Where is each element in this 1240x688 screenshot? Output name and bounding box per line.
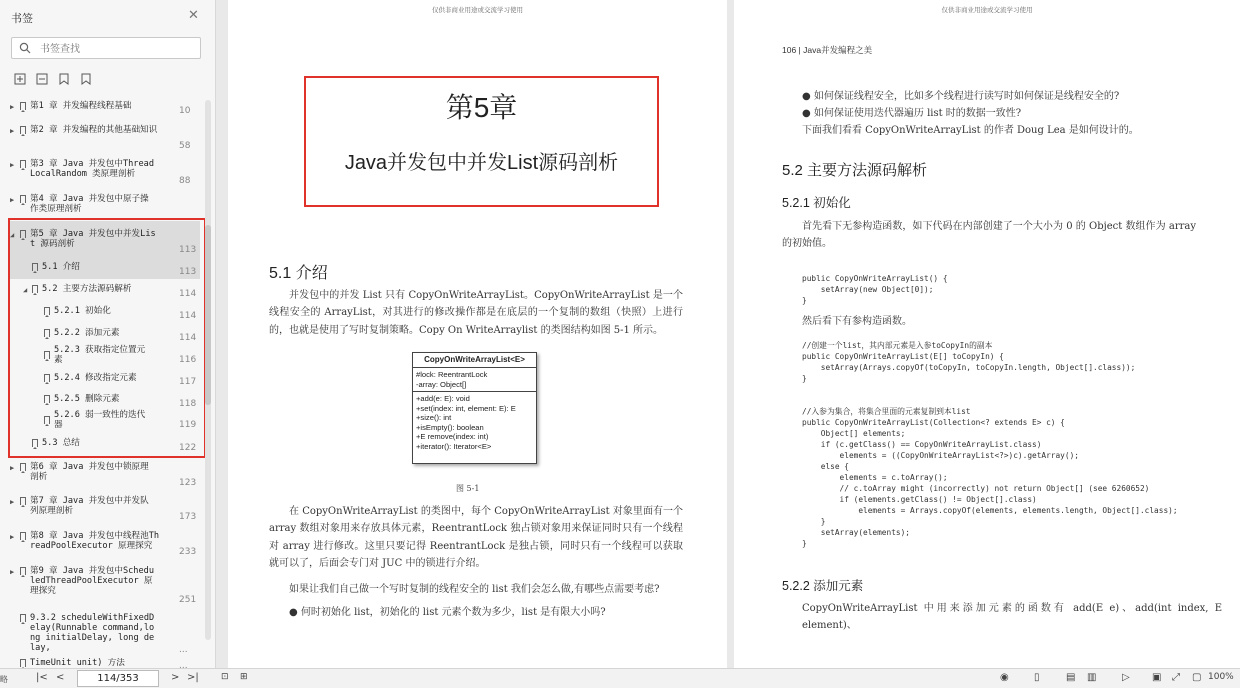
panel-title: 书签 xyxy=(11,12,33,25)
chapter-title: Java并发包中并发List源码剖析 xyxy=(344,152,619,174)
chapter-number: 第5章 xyxy=(445,92,518,123)
page-watermark-header: 仅供非商业用途或交流学习使用 xyxy=(432,6,523,14)
paragraph: CopyOnWriteArrayList 中用来添加元素的函数有 add(E e)、add(int index, E element)、 xyxy=(802,603,1222,632)
page-watermark-header: 仅供非商业用途或交流学习使用 xyxy=(941,6,1033,14)
bullet-dot-icon: ● xyxy=(289,607,301,618)
bookmark-item[interactable]: ▶ 第8 章 Java 并发包中线程池ThreadPoolExecutor 原理探究 233 xyxy=(10,531,197,557)
bookmark-item[interactable]: ▶ 第3 章 Java 并发包中ThreadLocalRandom 类原理剖析 88 xyxy=(10,159,191,186)
bookmark-item[interactable]: ▶ 第1 章 并发编程线程基础 10 xyxy=(10,101,191,116)
two-page-view-icon[interactable]: ▥ xyxy=(1087,672,1097,683)
bookmark-item[interactable]: ▶ 第6 章 Java 并发包中锁原理剖析 123 xyxy=(10,462,197,488)
expand-all-icon[interactable] xyxy=(14,70,26,82)
document-page-left xyxy=(228,0,727,668)
fit-width-icon[interactable]: ⊞ xyxy=(240,672,248,682)
sidebar-scroll-thumb[interactable] xyxy=(205,225,211,405)
bookmark-item[interactable]: 5.2.1 初始化 114 xyxy=(0,306,204,320)
bookmark-item[interactable]: ◢ 5.2 主要方法源码解析 114 xyxy=(23,284,197,299)
bookmark-icon[interactable] xyxy=(80,70,92,82)
prev-page-button[interactable]: < xyxy=(56,672,65,683)
code-block: //创建一个list，其内部元素是入参toCopyIn的副本 public CopyOnWriteArrayList(E[] toCopyIn) { setArray(Arrays.copyOf(toCopyIn, toCopyIn.length, Object[].class)); } xyxy=(802,341,1136,383)
fit-screen-icon[interactable]: ⤢ xyxy=(1172,672,1180,683)
bookmark-item[interactable]: 5.2.5 删除元素 118 xyxy=(0,394,204,408)
class-diagram-title: CopyOnWriteArrayList<E> xyxy=(413,353,536,368)
last-page-button[interactable]: >| xyxy=(187,672,199,683)
close-icon[interactable]: ✕ xyxy=(188,8,199,23)
paragraph: 首先看下无参构造函数，如下代码在内部创建了一个大小为 0 的 Object 数组作为 array 的初始值。 xyxy=(782,221,1196,250)
bullet-dot-icon: ● xyxy=(802,91,814,102)
class-diagram xyxy=(412,352,537,464)
chapter5-highlight-box xyxy=(8,218,206,458)
next-page-button[interactable]: > xyxy=(171,672,180,683)
bullet-dot-icon: ● xyxy=(802,108,814,119)
paragraph: 然后看下有参构造函数。 xyxy=(802,316,912,327)
bookmark-item[interactable]: ▶ 第2 章 并发编程的其他基础知识 58 xyxy=(10,125,191,151)
status-left-label: 略 xyxy=(0,675,8,684)
bullet-item: ● 如何保证使用迭代器遍历 list 时的数据一致性? xyxy=(802,108,1022,119)
class-methods: +add(e: E): void +set(index: int, element: E): E +size(): int +isEmpty(): boolean +E remove(index: int) +iterator(): Iterator<E> xyxy=(416,394,516,451)
bookmark-item[interactable]: TimeUnit unit) 方法 ... xyxy=(0,658,204,668)
figure-caption: 图 5-1 xyxy=(456,484,480,493)
bullet-item: ● 如何保证线程安全，比如多个线程进行读写时如何保证是线程安全的? xyxy=(802,91,1120,102)
status-bar xyxy=(0,668,1240,688)
document-page-right xyxy=(734,0,1240,668)
first-page-button[interactable]: |< xyxy=(36,672,48,683)
bookmark-item[interactable]: ▶ 第4 章 Java 并发包中原子操作类原理剖析 xyxy=(10,194,149,214)
zoom-icon[interactable]: ▢ xyxy=(1192,672,1202,683)
eye-protection-icon[interactable]: ◉ xyxy=(1000,672,1009,683)
paragraph: 在 CopyOnWriteArrayList 的类图中，每个 CopyOnWriteArrayList 对象里面有一个 array 数组对象用来存放具体元素，ReentrantLock 独占锁对象用来保证同时只有一个线程对 array 进行修改。这里只要记得 ReentrantLock 是独占锁，同时只有一个线程可以获取就可以了，后面会专门对 JUC 中的锁进行介绍。 xyxy=(269,506,683,569)
bookmark-item-chapter5[interactable]: ◢ 第5 章 Java 并发包中并发List 源码剖析 113 xyxy=(10,229,197,255)
search-icon xyxy=(19,42,31,54)
paragraph: 下面我们看看 CopyOnWriteArrayList 的作者 Doug Lea 是如何设计的。 xyxy=(802,125,1139,136)
bookmark-item[interactable]: ▶ 第7 章 Java 并发包中并发队列原理剖析 173 xyxy=(10,496,197,522)
bookmark-item[interactable]: 5.2.3 获取指定位置元素 116 xyxy=(0,345,204,369)
bookmark-search-box[interactable] xyxy=(11,37,201,59)
play-icon[interactable]: ▷ xyxy=(1122,672,1130,683)
bookmark-search-input[interactable] xyxy=(38,40,202,58)
bookmark-item[interactable]: 9.3.2 scheduleWithFixedDelay(Runnable command,long initialDelay, long delay, ... xyxy=(0,613,204,653)
zoom-level[interactable]: 100% xyxy=(1208,672,1234,682)
page-number-field[interactable]: 114/353 xyxy=(77,670,159,687)
actual-size-icon[interactable]: ▣ xyxy=(1152,672,1162,683)
subsection-heading: 5.2.1 初始化 xyxy=(782,196,851,210)
fit-page-icon[interactable]: ⊡ xyxy=(221,672,229,682)
code-block: public CopyOnWriteArrayList() { setArray(new Object[0]); } xyxy=(802,274,948,305)
bookmark-panel xyxy=(0,0,216,668)
paragraph: 并发包中的并发 List 只有 CopyOnWriteArrayList。CopyOnWriteArrayList 是一个线程安全的 ArrayList，对其进行的修改操作都是在底层的一个复制的数组（快照）上进行的，也就是使用了写时复制策略。Copy On WriteArraylist 的类图结构如图 5-1 所示。 xyxy=(269,290,683,336)
bookmark-item[interactable]: 5.2.2 添加元素 114 xyxy=(0,328,204,342)
paragraph: 如果让我们自己做一个写时复制的线程安全的 list 我们会怎么做,有哪些点需要考虑? xyxy=(289,584,660,595)
code-block: //入参为集合，将集合里面的元素复制到本list public CopyOnWriteArrayList(Collection<? extends E> c) { Object[] elements; if (c.getClass() == CopyOnWriteArrayList.class) elements = ((CopyOnWriteArrayList<?>)c).getArray(); else { elements = c.toArray(); // c.toArray might (incorrectly) not return Object[] (see 6260652) if (elements.getClass() != Object[].class) elements = Arrays.copyOf(elements, elements.length, Object[].class); } setArray(elements); } xyxy=(802,407,1178,548)
collapse-all-icon[interactable] xyxy=(36,70,48,82)
add-bookmark-icon[interactable] xyxy=(58,70,70,82)
bookmark-item[interactable]: 5.2.6 弱一致性的迭代器 119 xyxy=(0,410,204,434)
bullet-item: ● 何时初始化 list，初始化的 list 元素个数为多少，list 是有限大小吗? xyxy=(289,607,606,618)
class-attributes: #lock: ReentrantLock -array: Object[] xyxy=(413,368,536,392)
single-page-icon[interactable]: ▯ xyxy=(1034,672,1040,683)
running-head: 106 | Java并发编程之美 xyxy=(782,45,873,55)
document-view-icon[interactable]: ▤ xyxy=(1066,672,1076,683)
bookmark-item[interactable]: ▶ 第9 章 Java 并发包中ScheduledThreadPoolExecutor 原理探究 251 xyxy=(10,566,197,605)
section-heading: 5.2 主要方法源码解析 xyxy=(782,162,928,179)
section-heading: 5.1 介绍 xyxy=(269,265,328,282)
subsection-heading: 5.2.2 添加元素 xyxy=(782,579,864,593)
bookmark-item[interactable]: 5.3 总结 122 xyxy=(0,438,204,452)
bookmark-item[interactable]: 5.2.4 修改指定元素 117 xyxy=(0,373,204,387)
bookmark-item[interactable]: 5.1 介绍 113 xyxy=(0,262,204,276)
